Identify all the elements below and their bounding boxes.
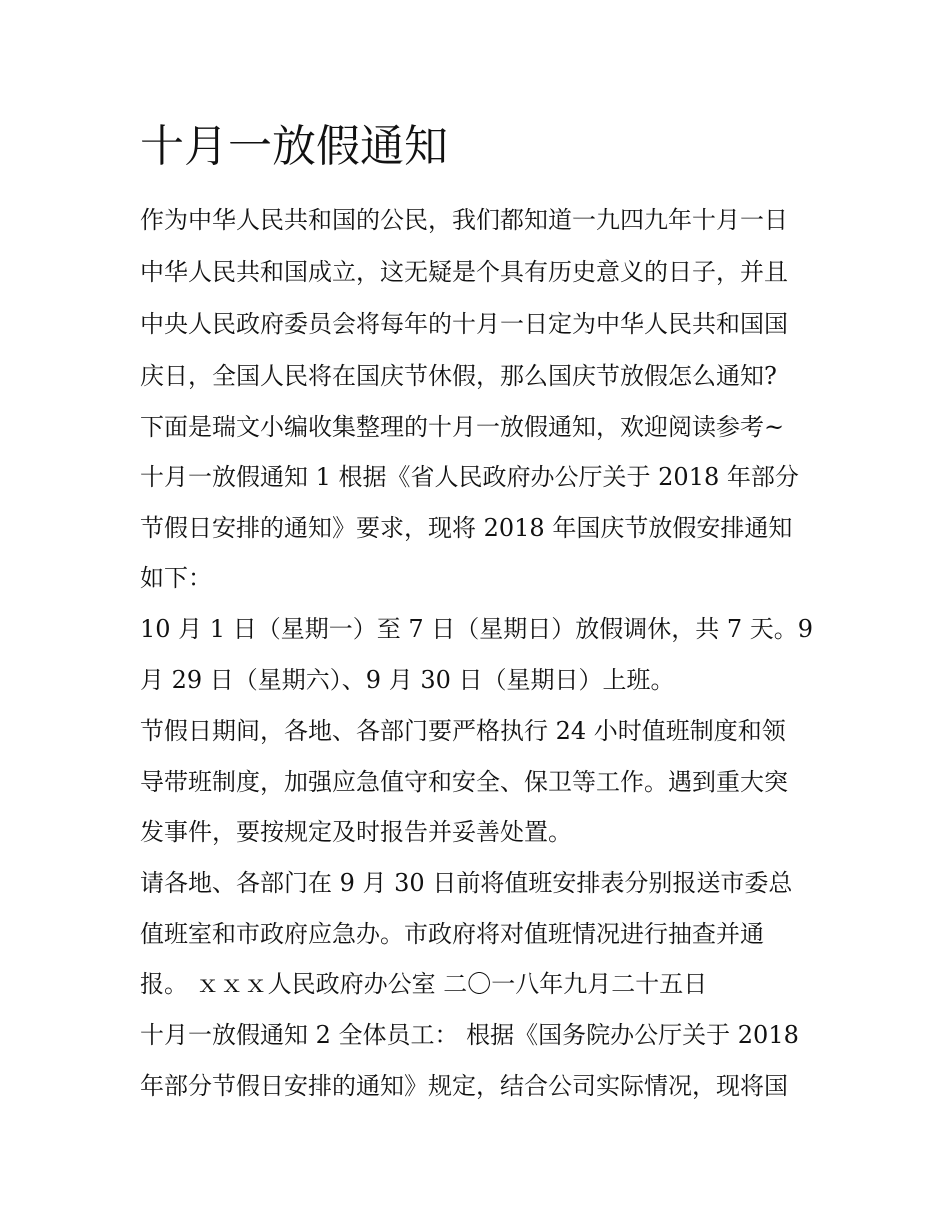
body-line: 发事件，要按规定及时报告并妥善处置。	[140, 818, 572, 846]
document-title: 十月一放假通知	[140, 121, 448, 172]
body-line: 导带班制度，加强应急值守和安全、保卫等工作。遇到重大突	[140, 768, 788, 796]
body-line: 月 29 日（星期六）、9 月 30 日（星期日）上班。	[140, 666, 675, 694]
body-line: 节假日期间，各地、各部门要严格执行 24 小时值班制度和领	[140, 717, 786, 745]
body-line: 庆日，全国人民将在国庆节休假，那么国庆节放假怎么通知?	[140, 362, 777, 390]
body-line: 中华人民共和国成立，这无疑是个具有历史意义的日子，并且	[140, 258, 788, 286]
body-line: 10 月 1 日（星期一）至 7 日（星期日）放假调休，共 7 天。9	[140, 615, 814, 643]
body-line: 十月一放假通知 1 根据《省人民政府办公厅关于 2018 年部分	[140, 463, 799, 491]
body-line: 作为中华人民共和国的公民，我们都知道一九四九年十月一日	[140, 206, 788, 234]
body-line: 下面是瑞文小编收集整理的十月一放假通知，欢迎阅读参考~	[140, 413, 785, 441]
body-line: 请各地、各部门在 9 月 30 日前将值班安排表分别报送市委总	[140, 869, 793, 897]
body-line: 年部分节假日安排的通知》规定，结合公司实际情况，现将国	[140, 1072, 788, 1100]
body-line: 报。 ｘｘｘ人民政府办公室 二〇一八年九月二十五日	[140, 970, 708, 998]
body-line: 中央人民政府委员会将每年的十月一日定为中华人民共和国国	[140, 310, 788, 338]
body-line: 如下：	[140, 564, 212, 592]
body-line: 节假日安排的通知》要求，现将 2018 年国庆节放假安排通知	[140, 514, 793, 542]
body-line: 值班室和市政府应急办。市政府将对值班情况进行抽查并通	[140, 920, 764, 948]
body-line: 十月一放假通知 2 全体员工： 根据《国务院办公厅关于 2018	[140, 1021, 799, 1049]
